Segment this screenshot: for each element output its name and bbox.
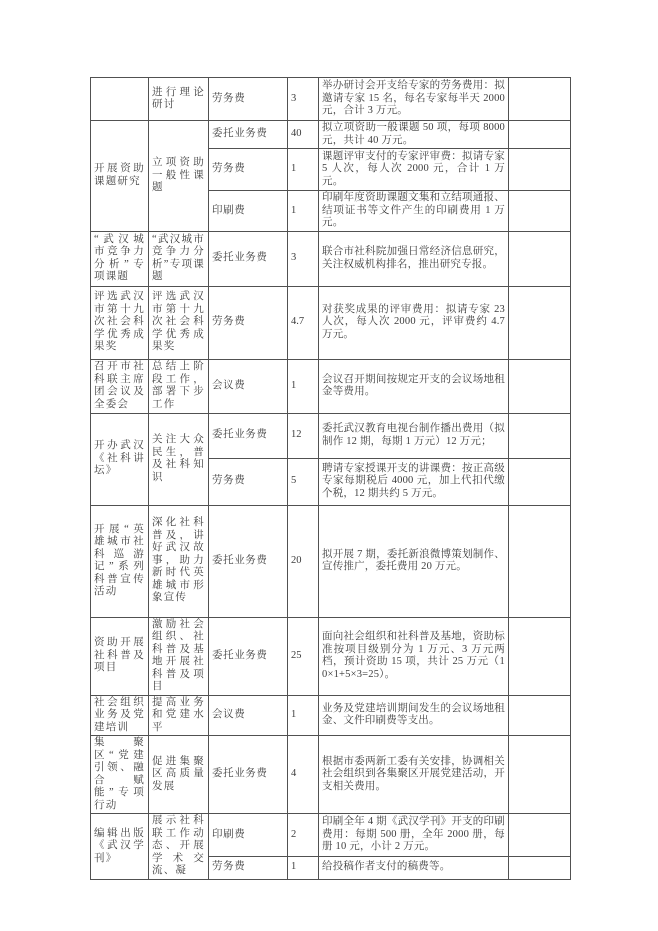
blank-cell: [509, 856, 571, 879]
explanation-cell: 委托武汉教育电视台制作播出费用（拟制作 12 期，每期 1 万元）12 万元；: [319, 413, 509, 458]
budget-table: [90, 77, 571, 880]
blank-cell: [509, 814, 571, 857]
blank-cell: [509, 121, 571, 149]
amount-cell: 40: [288, 121, 319, 149]
project-name-cell: 资助开展社科普及项目: [91, 617, 149, 695]
explanation-cell: 会议召开期间按规定开支的会议场地租金等费用。: [319, 359, 509, 413]
project-name-cell: 编辑出版《武汉学刊》: [91, 814, 149, 880]
blank-cell: [509, 286, 571, 359]
goal-cell: 深化社科普及，讲好武汉故事，助力新时代英雄城市形象宣传: [149, 505, 209, 617]
table-row: [91, 736, 571, 814]
table-row: [91, 505, 571, 617]
project-name-cell: 开办武汉《社科讲坛》: [91, 413, 149, 505]
explanation-cell: 给投稿作者支付的稿费等。: [319, 856, 509, 879]
table-row: [91, 121, 571, 149]
project-name-cell: 召开市社科联主席团会议及全委会: [91, 359, 149, 413]
expense-type-cell: 劳务费: [209, 78, 288, 121]
explanation-cell: 课题评审支付的专家评审费：拟请专家 5 人次，每人次 2000 元，合计 1 万元。: [319, 149, 509, 191]
amount-cell: 12: [288, 413, 319, 458]
amount-cell: 3: [288, 231, 319, 286]
table-row: [91, 231, 571, 286]
explanation-cell: 拟立项资助一般课题 50 项，每项 8000 元，共计 40 万元。: [319, 121, 509, 149]
table-row: [91, 695, 571, 736]
goal-cell: 提高业务和党建水平: [149, 695, 209, 736]
amount-cell: 4.7: [288, 286, 319, 359]
expense-type-cell: 委托业务费: [209, 231, 288, 286]
goal-cell: 立项资助一般性课题: [149, 121, 209, 232]
table-row: [91, 78, 571, 121]
amount-cell: 1: [288, 359, 319, 413]
goal-cell: 评选武汉市第十九次社会科学优秀成果奖: [149, 286, 209, 359]
project-name-cell: 开展资助课题研究: [91, 121, 149, 232]
project-name-cell: 集聚区“党建引领、融合赋能”专项行动: [91, 736, 149, 814]
amount-cell: 5: [288, 458, 319, 505]
amount-cell: 1: [288, 149, 319, 191]
amount-cell: 1: [288, 695, 319, 736]
blank-cell: [509, 359, 571, 413]
expense-type-cell: 委托业务费: [209, 617, 288, 695]
goal-cell: 总结上阶段工作，部署下步工作: [149, 359, 209, 413]
project-name-cell: 社会组织业务及党建培训: [91, 695, 149, 736]
blank-cell: [509, 695, 571, 736]
explanation-cell: 印刷全年 4 期《武汉学刊》开支的印刷费用：每期 500 册，全年 2000 册，每册 10 元，小计 2 万元。: [319, 814, 509, 857]
goal-cell: 关注大众民生，普及社科知识: [149, 413, 209, 505]
expense-type-cell: 委托业务费: [209, 413, 288, 458]
goal-cell: 进行理论研讨: [149, 78, 209, 121]
amount-cell: 2: [288, 814, 319, 857]
project-name-cell: [91, 78, 149, 121]
blank-cell: [509, 231, 571, 286]
expense-type-cell: 印刷费: [209, 814, 288, 857]
expense-type-cell: 委托业务费: [209, 121, 288, 149]
table-row: [91, 359, 571, 413]
table-row: [91, 413, 571, 458]
expense-type-cell: 会议费: [209, 359, 288, 413]
table-row: [91, 286, 571, 359]
blank-cell: [509, 78, 571, 121]
expense-type-cell: 劳务费: [209, 458, 288, 505]
blank-cell: [509, 413, 571, 458]
blank-cell: [509, 191, 571, 232]
goal-cell: 促进集聚区高质量发展: [149, 736, 209, 814]
expense-type-cell: 会议费: [209, 695, 288, 736]
blank-cell: [509, 149, 571, 191]
goal-cell: 激励社会组织、社科普及基地开展社科普及项目: [149, 617, 209, 695]
blank-cell: [509, 458, 571, 505]
amount-cell: 20: [288, 505, 319, 617]
expense-type-cell: 劳务费: [209, 149, 288, 191]
expense-type-cell: 印刷费: [209, 191, 288, 232]
table-row: [91, 617, 571, 695]
explanation-cell: 业务及党建培训期间发生的会议场地租金、文件印刷费等支出。: [319, 695, 509, 736]
blank-cell: [509, 617, 571, 695]
expense-type-cell: 劳务费: [209, 856, 288, 879]
amount-cell: 25: [288, 617, 319, 695]
project-name-cell: 开展“英雄城市社科巡游记”系列科普宣传活动: [91, 505, 149, 617]
explanation-cell: 聘请专家授课开支的讲课费：按正高级专家每期税后 4000 元，加上代扣代缴个税，12 期共约 5 万元。: [319, 458, 509, 505]
explanation-cell: 对获奖成果的评审费用：拟请专家 23 人次，每人次 2000 元，评审费约 4.7 万元。: [319, 286, 509, 359]
project-name-cell: “武汉城市竞争力分析”专项课题: [91, 231, 149, 286]
explanation-cell: 举办研讨会开支给专家的劳务费用：拟邀请专家 15 名，每名专家每半天 2000 元，合计 3 万元。: [319, 78, 509, 121]
amount-cell: 1: [288, 191, 319, 232]
explanation-cell: 根据市委两新工委有关安排，协调相关社会组织到各集聚区开展党建活动，开支相关费用。: [319, 736, 509, 814]
amount-cell: 1: [288, 856, 319, 879]
project-name-cell: 评选武汉市第十九次社会科学优秀成果奖: [91, 286, 149, 359]
explanation-cell: 联合市社科院加强日常经济信息研究，关注权威机构排名，推出研究专报。: [319, 231, 509, 286]
expense-type-cell: 委托业务费: [209, 736, 288, 814]
goal-cell: 展示社科联工作动态、开展学术交流、凝: [149, 814, 209, 880]
explanation-cell: 印刷年度资助课题文集和立结项通报、结项证书等文件产生的印刷费用 1 万元。: [319, 191, 509, 232]
goal-cell: “武汉城市竞争力分析”专项课题: [149, 231, 209, 286]
expense-type-cell: 劳务费: [209, 286, 288, 359]
explanation-cell: 拟开展 7 期，委托新浪微博策划制作、宣传推广，委托费用 20 万元。: [319, 505, 509, 617]
blank-cell: [509, 736, 571, 814]
expense-type-cell: 委托业务费: [209, 505, 288, 617]
table-row: [91, 814, 571, 857]
amount-cell: 3: [288, 78, 319, 121]
blank-cell: [509, 505, 571, 617]
explanation-cell: 面向社会组织和社科普及基地，资助标准按项目级别分为 1 万元、3 万元两档，预计资助 15 项，共计 25 万元（10×1+5×3=25）。: [319, 617, 509, 695]
amount-cell: 4: [288, 736, 319, 814]
